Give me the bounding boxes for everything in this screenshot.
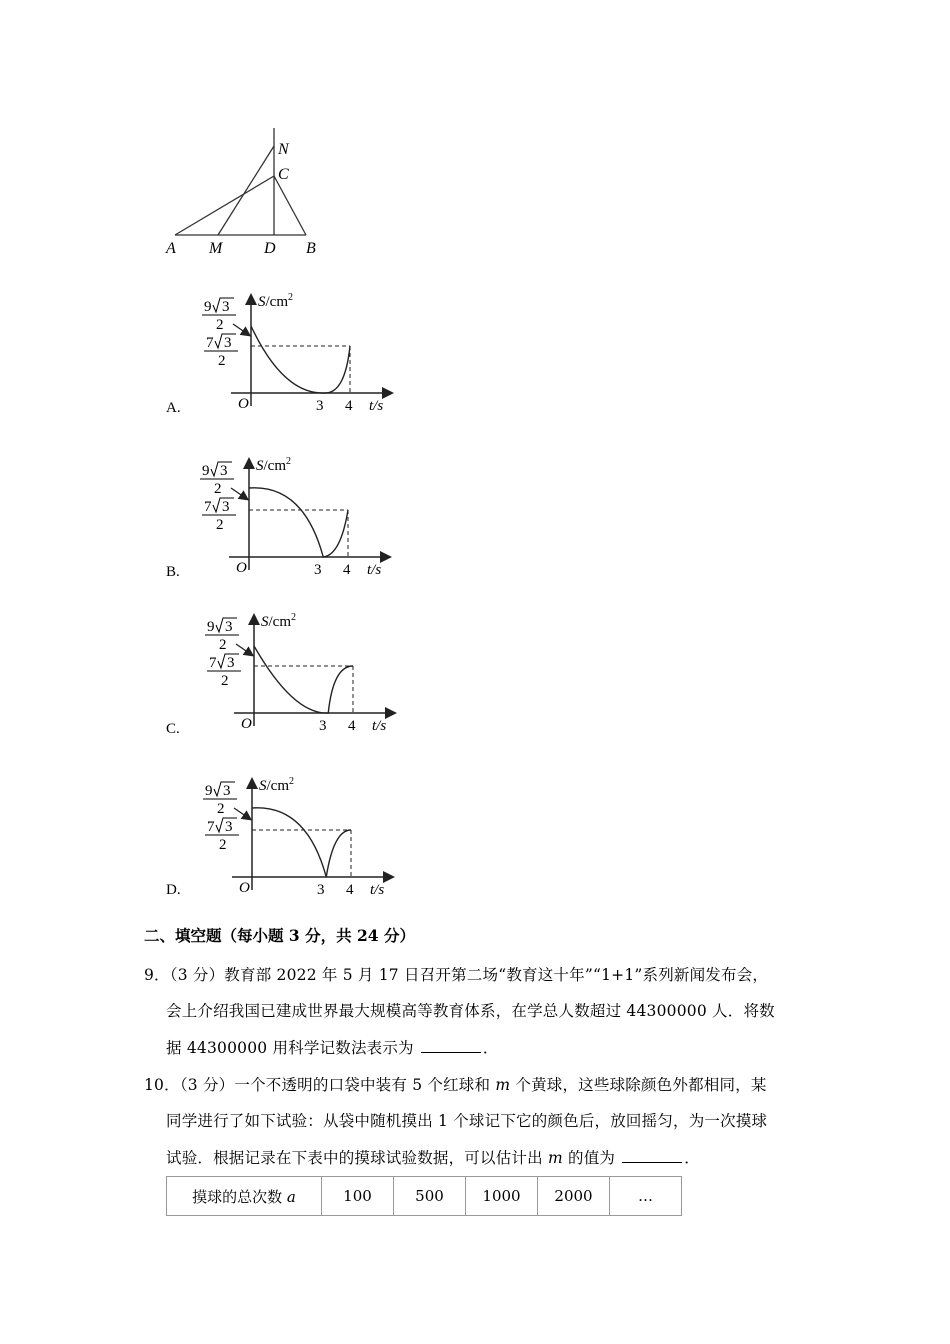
table-cell: 100 bbox=[322, 1177, 394, 1216]
option-a-chart-wrap bbox=[196, 288, 396, 422]
q10-line3 bbox=[166, 1146, 700, 1168]
x-tick-4: 4 bbox=[345, 398, 353, 414]
table-cell: … bbox=[610, 1177, 682, 1216]
svg-text:7: 7 bbox=[204, 499, 212, 515]
q10-text-3a: 试验．根据记录在下表中的摸球试验数据，可以估计出 bbox=[166, 1149, 543, 1167]
svg-text:9: 9 bbox=[202, 463, 210, 479]
svg-text:7: 7 bbox=[206, 335, 214, 351]
label-B: B bbox=[306, 240, 316, 257]
svg-text:3: 3 bbox=[225, 819, 233, 835]
geometry-figure bbox=[160, 120, 340, 260]
svg-text:9: 9 bbox=[204, 299, 212, 315]
q9-end: ． bbox=[482, 1039, 499, 1057]
option-c-label[interactable]: C. bbox=[166, 721, 180, 737]
trial-table bbox=[166, 1176, 682, 1216]
y-tick-low bbox=[205, 818, 239, 853]
label-N: N bbox=[278, 141, 289, 158]
q10-text-3b: 的值为 bbox=[568, 1149, 616, 1167]
q10-end: ． bbox=[684, 1149, 700, 1167]
y-axis-label: $S/cm^2$ bbox=[261, 612, 296, 630]
table-cell: 500 bbox=[394, 1177, 466, 1216]
y-tick-high-arrow bbox=[231, 488, 247, 499]
q9-number: 9． bbox=[144, 966, 170, 984]
y-tick-high-arrow bbox=[236, 644, 252, 655]
y-tick-high bbox=[205, 618, 239, 653]
svg-text:3: 3 bbox=[224, 335, 232, 351]
y-tick-low bbox=[207, 654, 241, 689]
svg-text:3: 3 bbox=[227, 655, 235, 671]
table-row bbox=[167, 1177, 682, 1216]
segment-MN bbox=[218, 146, 274, 235]
x-tick-4: 4 bbox=[348, 718, 356, 734]
table-cell: 2000 bbox=[538, 1177, 610, 1216]
section-title: 二、填空题（每小题 3 分，共 24 分） bbox=[144, 926, 415, 945]
y-tick-low bbox=[202, 498, 236, 533]
q10-text-1b: 个黄球，这些球除颜色外都相同，某 bbox=[515, 1076, 767, 1094]
svg-text:3: 3 bbox=[223, 783, 231, 799]
x-tick-4: 4 bbox=[346, 882, 354, 898]
data-curve bbox=[249, 488, 348, 557]
svg-text:2: 2 bbox=[219, 837, 227, 853]
label-M: M bbox=[209, 240, 223, 257]
svg-text:3: 3 bbox=[225, 619, 233, 635]
q10-line1 bbox=[144, 1073, 767, 1095]
y-tick-high bbox=[200, 462, 234, 497]
svg-text:9: 9 bbox=[207, 619, 215, 635]
x-axis-label: t/s bbox=[372, 718, 387, 734]
y-axis-label: $S/cm^2$ bbox=[258, 292, 293, 310]
svg-text:2: 2 bbox=[218, 353, 226, 369]
x-tick-3: 3 bbox=[314, 562, 322, 578]
q9-line1 bbox=[144, 963, 768, 985]
x-axis-label: t/s bbox=[370, 882, 385, 898]
y-tick-low bbox=[204, 334, 238, 369]
svg-text:3: 3 bbox=[220, 463, 228, 479]
q9-line3 bbox=[166, 1036, 499, 1058]
q10-line2: 同学进行了如下试验：从袋中随机摸出 1 个球记下它的颜色后，放回摇匀，为一次摸球 bbox=[166, 1112, 768, 1130]
svg-text:7: 7 bbox=[209, 655, 217, 671]
option-c-chart-wrap bbox=[199, 608, 399, 742]
y-tick-high bbox=[203, 782, 237, 817]
q10-answer-blank[interactable] bbox=[622, 1148, 682, 1163]
q9-line2: 会上介绍我国已建成世界最大规模高等教育体系，在学总人数超过 44300000 人．将数 bbox=[166, 1002, 775, 1020]
origin-label: O bbox=[239, 880, 250, 896]
svg-text:3: 3 bbox=[222, 299, 230, 315]
x-axis-label: t/s bbox=[369, 398, 384, 414]
option-chart-c bbox=[199, 608, 399, 738]
option-b-chart-wrap bbox=[194, 452, 394, 586]
q10-var-m-2: m bbox=[547, 1149, 563, 1167]
table-cell: 1000 bbox=[466, 1177, 538, 1216]
svg-text:2: 2 bbox=[214, 481, 222, 497]
table-header-var: a bbox=[286, 1187, 296, 1206]
q10-number: 10． bbox=[144, 1076, 180, 1094]
y-tick-high-arrow bbox=[234, 808, 250, 819]
option-d-chart-wrap bbox=[197, 772, 397, 906]
q9-text-3: 据 44300000 用科学记数法表示为 bbox=[166, 1039, 414, 1057]
origin-label: O bbox=[241, 716, 252, 732]
table-header-cell: 摸球的总次数 a bbox=[167, 1177, 322, 1216]
option-d-label[interactable]: D. bbox=[166, 882, 181, 898]
segment-AC bbox=[175, 176, 274, 235]
x-tick-3: 3 bbox=[317, 882, 325, 898]
option-a-label[interactable]: A. bbox=[166, 400, 181, 416]
segment-CB bbox=[274, 176, 306, 235]
option-b-label[interactable]: B. bbox=[166, 564, 180, 580]
svg-text:2: 2 bbox=[219, 637, 227, 653]
x-tick-3: 3 bbox=[319, 718, 327, 734]
data-curve bbox=[254, 646, 353, 713]
svg-text:2: 2 bbox=[216, 517, 224, 533]
x-tick-3: 3 bbox=[316, 398, 324, 414]
q9-answer-blank[interactable] bbox=[421, 1038, 481, 1053]
svg-text:2: 2 bbox=[216, 317, 224, 333]
data-curve bbox=[252, 808, 351, 877]
svg-text:3: 3 bbox=[222, 499, 230, 515]
y-axis-label: $S/cm^2$ bbox=[259, 776, 294, 794]
origin-label: O bbox=[236, 560, 247, 576]
q10-var-m: m bbox=[495, 1076, 511, 1094]
option-chart-a bbox=[196, 288, 396, 418]
q10-text-1a: （3 分）一个不透明的口袋中装有 5 个红球和 bbox=[179, 1076, 491, 1094]
y-axis-label: $S/cm^2$ bbox=[256, 456, 291, 474]
label-C: C bbox=[278, 166, 289, 183]
label-A: A bbox=[166, 240, 176, 257]
option-chart-d bbox=[197, 772, 397, 902]
label-D: D bbox=[264, 240, 276, 257]
x-axis-label: t/s bbox=[367, 562, 382, 578]
y-tick-high-arrow bbox=[233, 324, 249, 335]
q9-text-1: （3 分）教育部 2022 年 5 月 17 日召开第二场“教育这十年”“1+1”系列新闻发布会， bbox=[169, 966, 769, 984]
data-curve bbox=[251, 326, 350, 393]
x-tick-4: 4 bbox=[343, 562, 351, 578]
option-chart-b bbox=[194, 452, 394, 582]
origin-label: O bbox=[238, 396, 249, 412]
svg-text:2: 2 bbox=[221, 673, 229, 689]
svg-text:2: 2 bbox=[217, 801, 225, 817]
y-tick-high bbox=[202, 298, 236, 333]
svg-text:9: 9 bbox=[205, 783, 213, 799]
svg-text:7: 7 bbox=[207, 819, 215, 835]
